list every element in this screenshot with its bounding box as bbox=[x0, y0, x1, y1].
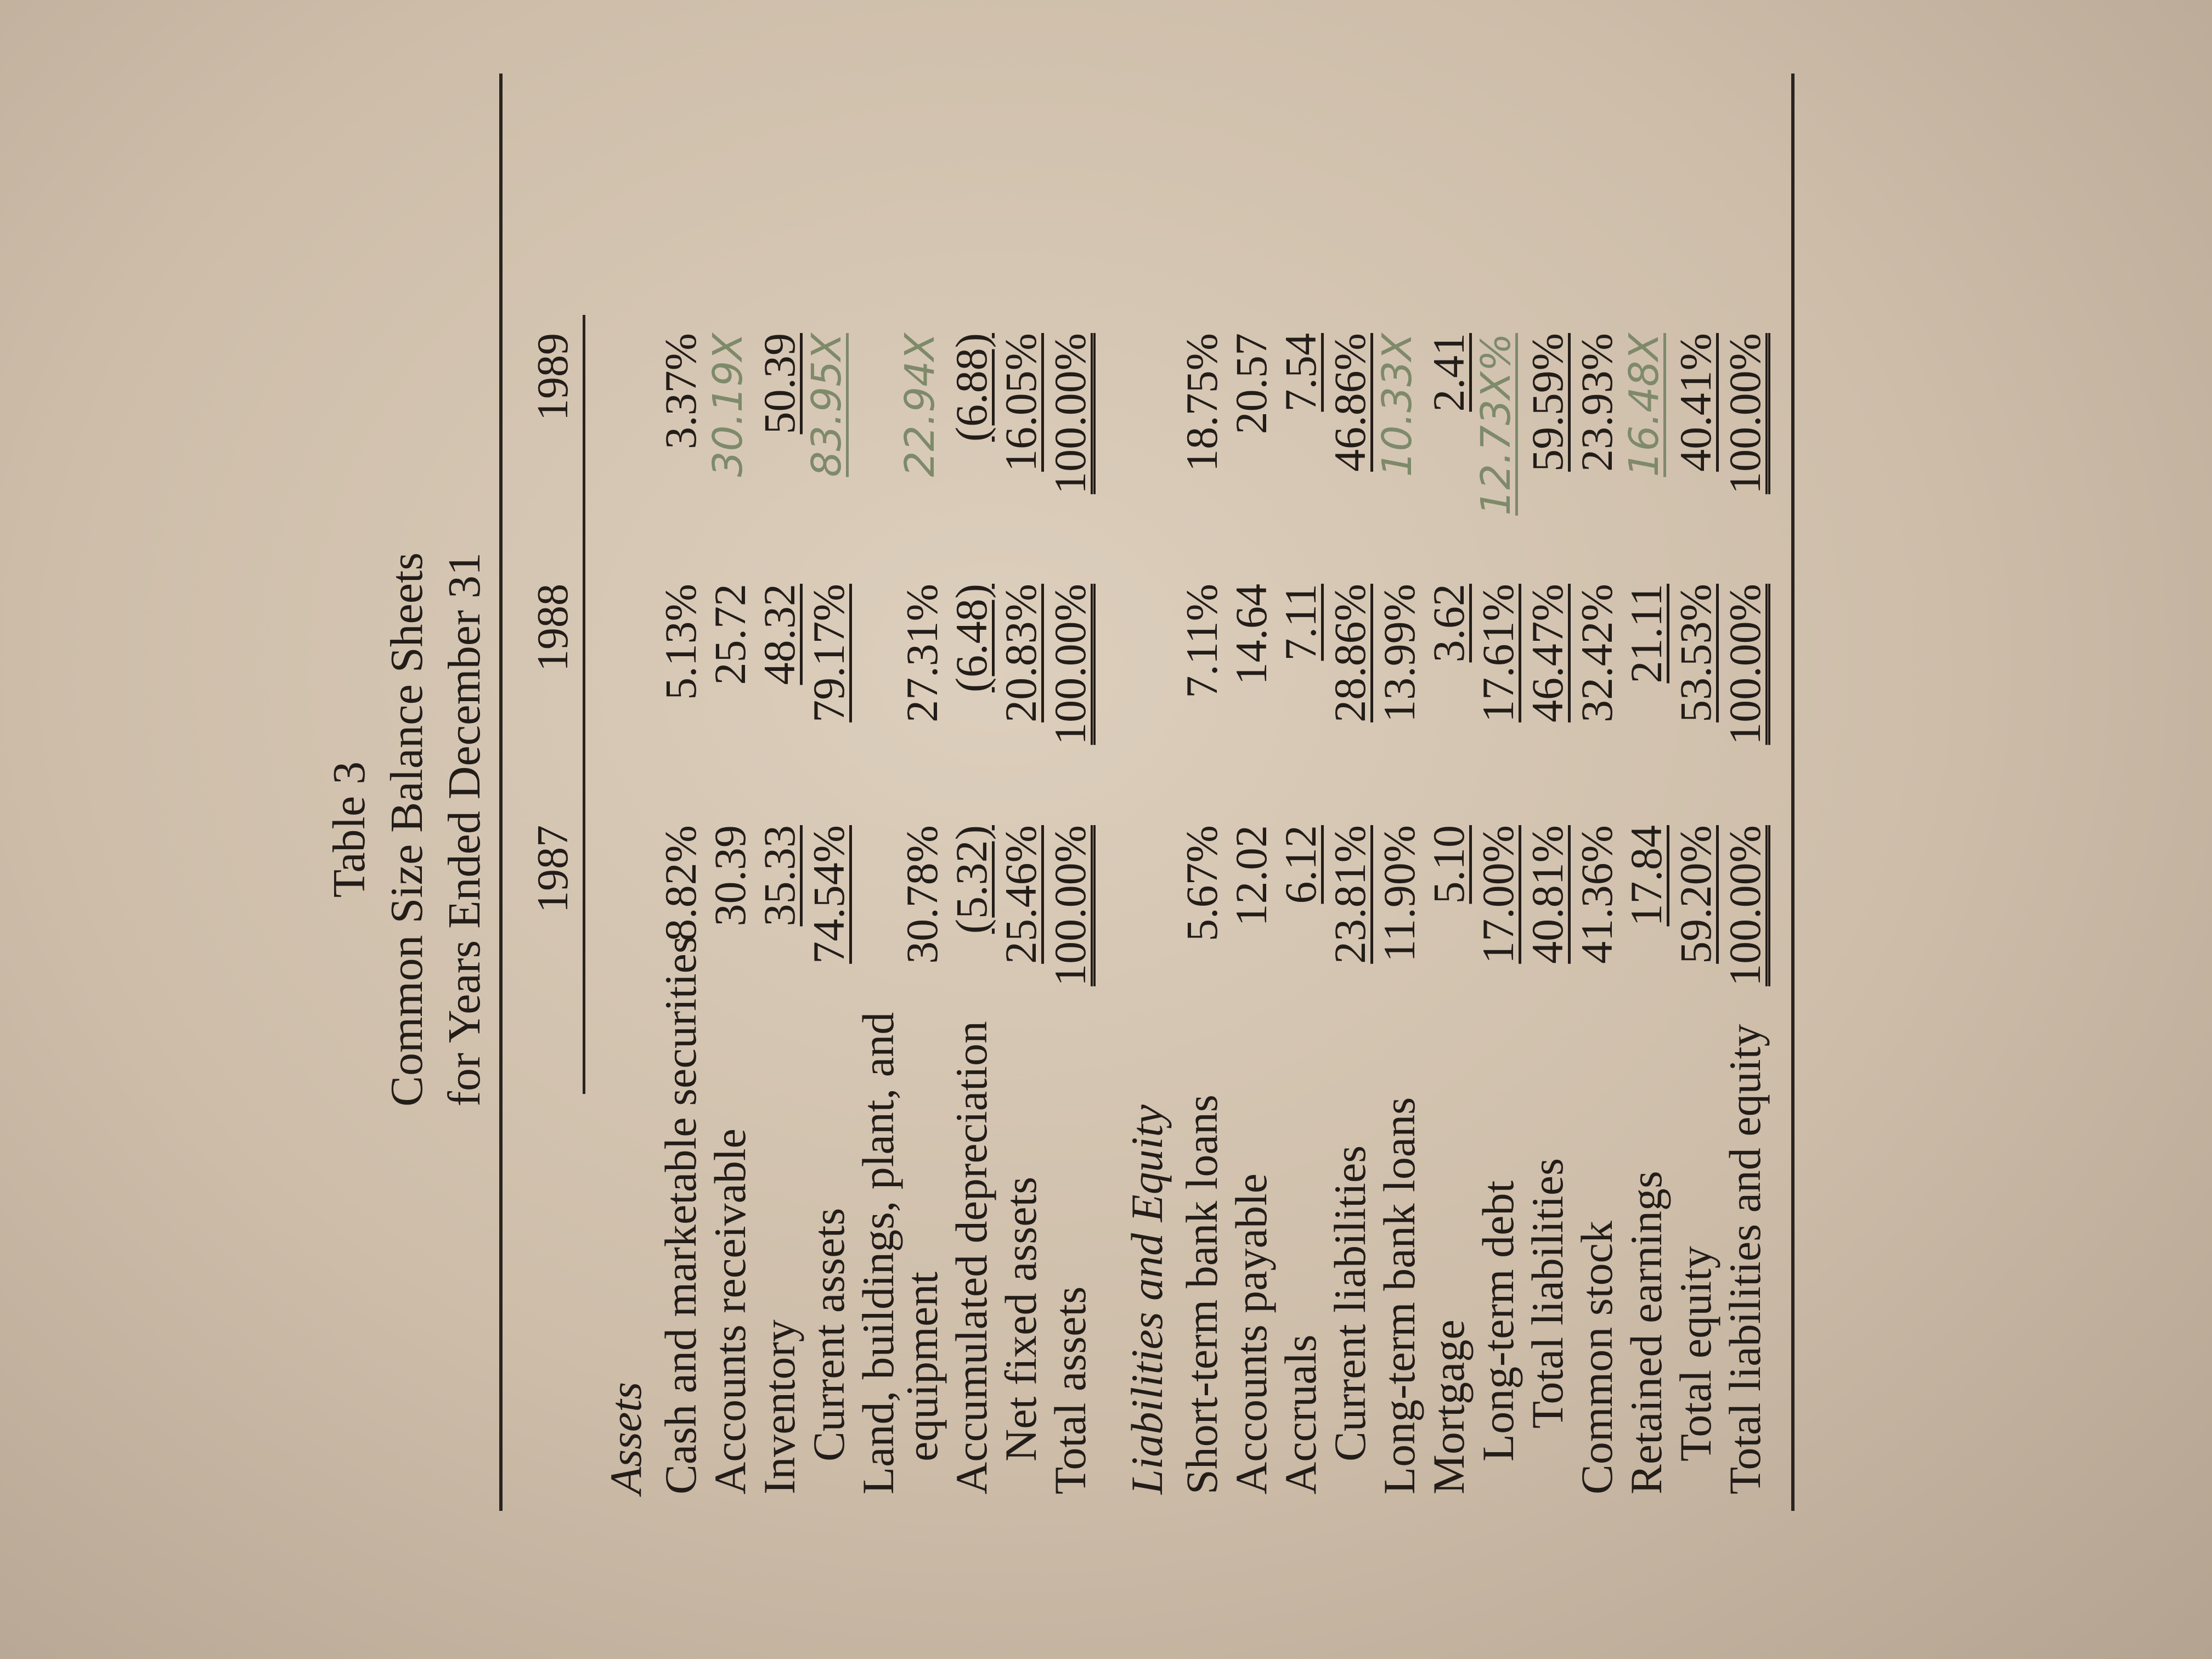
column-header-rule bbox=[583, 315, 585, 1094]
row-label: Current assets bbox=[804, 1207, 854, 1462]
cell-1989-handwritten: 22.94X bbox=[896, 333, 944, 477]
cell-1988: 20.83% bbox=[996, 584, 1046, 723]
cell-1987: 25.46% bbox=[996, 825, 1046, 964]
row-label: Mortgage bbox=[1424, 1319, 1474, 1494]
cell-1987: 30.39 bbox=[705, 825, 755, 927]
assets-heading: Assets bbox=[601, 1382, 651, 1494]
row-label: Land, buildings, plant, and bbox=[853, 1012, 903, 1494]
cell-1988: 21.11 bbox=[1621, 584, 1671, 684]
row-label: Accumulated depreciation bbox=[946, 1021, 996, 1494]
cell-1987: 30.78% bbox=[897, 825, 947, 964]
cell-1988: 28.86% bbox=[1325, 584, 1375, 723]
cell-1989: 50.39 bbox=[754, 333, 804, 435]
cell-1987: 17.00% bbox=[1473, 825, 1523, 964]
cell-1987: 6.12 bbox=[1276, 825, 1325, 904]
table-number: Table 3 bbox=[324, 761, 375, 898]
cell-1987: 23.81% bbox=[1325, 825, 1375, 964]
cell-1988: 79.17% bbox=[804, 584, 854, 723]
cell-1987: 35.33 bbox=[754, 825, 804, 927]
cell-1989: 2.41 bbox=[1424, 333, 1474, 412]
row-label: Accruals bbox=[1276, 1334, 1325, 1494]
row-label: Total equity bbox=[1671, 1246, 1720, 1462]
cell-1989-handwritten: 30.19X bbox=[704, 333, 752, 477]
row-label: Total liabilities bbox=[1522, 1158, 1572, 1429]
cell-1989: 46.86% bbox=[1325, 333, 1375, 472]
row-label: Net fixed assets bbox=[996, 1176, 1046, 1462]
row-label: Inventory bbox=[754, 1319, 804, 1494]
cell-1988: 100.00% bbox=[1720, 584, 1770, 745]
cell-1987: 40.81% bbox=[1522, 825, 1572, 964]
cell-1989: 100.00% bbox=[1720, 333, 1770, 494]
cell-1988: 32.42% bbox=[1572, 584, 1622, 723]
row-label: Short-term bank loans bbox=[1177, 1094, 1227, 1494]
cell-1989: 100.00% bbox=[1045, 333, 1095, 494]
cell-1989: (6.88) bbox=[946, 333, 996, 442]
cell-1988: 46.47% bbox=[1522, 584, 1572, 723]
cell-1988: 27.31% bbox=[897, 584, 947, 723]
row-label: Total assets bbox=[1045, 1286, 1095, 1494]
cell-1988: 14.64 bbox=[1226, 584, 1276, 685]
row-label: Current liabilities bbox=[1325, 1145, 1375, 1462]
cell-1989-handwritten: 12.73X% bbox=[1472, 333, 1520, 516]
cell-1987: 17.84 bbox=[1621, 825, 1671, 927]
row-label: Common stock bbox=[1572, 1221, 1622, 1494]
cell-1987: 11.90% bbox=[1374, 825, 1424, 962]
cell-1987: 100.00% bbox=[1720, 825, 1770, 986]
year-1988-header: 1988 bbox=[529, 584, 577, 672]
cell-1989: 59.59% bbox=[1522, 333, 1572, 472]
cell-1988: 7.11 bbox=[1276, 584, 1325, 661]
row-label: Long-term bank loans bbox=[1374, 1097, 1424, 1494]
cell-1987: 100.00% bbox=[1045, 825, 1095, 986]
row-label: Long-term debt bbox=[1473, 1180, 1523, 1462]
cell-1988: 53.53% bbox=[1671, 584, 1720, 723]
cell-1987: 59.20% bbox=[1671, 825, 1720, 964]
cell-1988: 13.99% bbox=[1374, 584, 1424, 723]
cell-1987: (5.32) bbox=[946, 825, 996, 934]
cell-1988: 100.00% bbox=[1045, 584, 1095, 745]
cell-1989: 40.41% bbox=[1671, 333, 1720, 472]
cell-1987: 12.02 bbox=[1226, 825, 1276, 927]
cell-1988: 5.13% bbox=[656, 584, 706, 700]
cell-1989-handwritten: 10.33X bbox=[1374, 333, 1421, 477]
cell-1987: 8.82% bbox=[656, 825, 706, 941]
table-period: for Years Ended December 31 bbox=[439, 552, 490, 1107]
cell-1987: 74.54% bbox=[804, 825, 854, 964]
cell-1987: 41.36% bbox=[1572, 825, 1622, 964]
cell-1989: 3.37% bbox=[656, 333, 706, 449]
row-label: Total liabilities and equity bbox=[1720, 1024, 1770, 1494]
cell-1989-handwritten: 83.95X bbox=[803, 333, 850, 477]
cell-1989: 7.54 bbox=[1276, 333, 1325, 412]
year-1989-header: 1989 bbox=[529, 333, 577, 421]
row-label-continued: equipment bbox=[897, 1271, 947, 1462]
top-rule bbox=[499, 74, 503, 1511]
table-title: Common Size Balance Sheets bbox=[381, 552, 432, 1107]
cell-1988: 48.32 bbox=[754, 584, 804, 685]
cell-1987: 5.67% bbox=[1177, 825, 1227, 941]
cell-1988: 3.62 bbox=[1424, 584, 1474, 663]
row-label: Accounts receivable bbox=[705, 1128, 755, 1494]
cell-1989: 20.57 bbox=[1226, 333, 1276, 435]
row-label: Cash and marketable securities bbox=[656, 936, 706, 1494]
cell-1989: 16.05% bbox=[996, 333, 1046, 472]
year-1987-header: 1987 bbox=[529, 825, 577, 913]
liabilities-heading: Liabilities and Equity bbox=[1122, 1104, 1172, 1494]
cell-1989: 23.93% bbox=[1572, 333, 1622, 472]
cell-1988: (6.48) bbox=[946, 584, 996, 693]
cell-1988: 7.11% bbox=[1177, 584, 1227, 698]
row-label: Accounts payable bbox=[1226, 1173, 1276, 1494]
cell-1988: 17.61% bbox=[1473, 584, 1523, 723]
bottom-rule bbox=[1791, 74, 1795, 1511]
cell-1988: 25.72 bbox=[705, 584, 755, 685]
cell-1989: 18.75% bbox=[1177, 333, 1227, 472]
cell-1989-handwritten: 16.48X bbox=[1621, 333, 1668, 477]
cell-1987: 5.10 bbox=[1424, 825, 1474, 904]
row-label: Retained earnings bbox=[1621, 1171, 1671, 1494]
